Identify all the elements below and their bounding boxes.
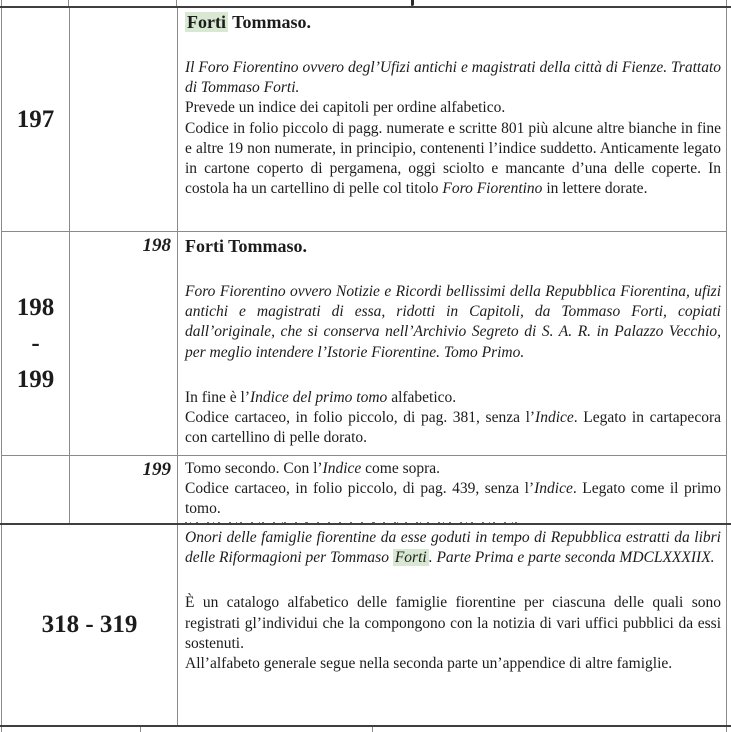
text-segment: È un catalogo alfabetico delle famiglie fiorentine per ciascuna delle quali sono registrati gl’individui che la compongono con la notizia di vari uffici pubblici da essi sostenuti.: [185, 594, 721, 652]
text-segment: . Parte Prima e parte seconda MDCLXXXIIX.: [428, 549, 715, 567]
text-segment: in lettere dorate.: [542, 180, 648, 198]
entry-paragraph: [185, 459, 721, 479]
text-segment: . Legato in cartapecora con cartellino di pelle dorato.: [185, 409, 721, 447]
catalog-row-4: [1, 525, 727, 725]
search-highlight: Forti: [187, 12, 226, 32]
catalog-row-3: [1, 456, 727, 523]
clipped-text-fragment: [185, 522, 520, 523]
page-ref: 198: [16, 293, 55, 321]
blank-line: [185, 363, 721, 388]
entry-paragraph: [185, 282, 721, 363]
entry-text-cell: [178, 525, 726, 725]
text-segment: Indice del primo tomo: [249, 388, 388, 406]
sub-ref-cell: [70, 232, 178, 455]
text-segment: Foro Fiorentino: [442, 180, 543, 198]
text-segment: Foro Fiorentino ovvero Notizie e Ricordi bellissimi della Repubblica Fiorentina, ufizi antichi e magistrati di essa, ridotti in Capitoli, da Tommaso Forti, copiati dall’originale, che si conserva nell’Archivio Segreto di S. A. R. in Palazzo Vecchio, per meglio intendere l’Istorie Fiorentine. Tomo Primo.: [185, 283, 721, 361]
sub-page-ref: 199: [142, 459, 171, 480]
sub-ref-cell: [70, 8, 178, 231]
text-segment: Codice cartaceo, in folio piccolo, di pag. 439, senza l’: [185, 480, 535, 498]
entry-text-cell: [178, 232, 726, 455]
section-border-bottom: [0, 725, 731, 727]
catalog-row-2: [1, 232, 727, 455]
text-segment: Codice in folio piccolo di pagg. numerate e scritte 801 più alcune altre bianche in fine e altre 19 non numerate, in principio, contenenti l’indice suddetto. Anticamente legato in cartone coperto di pergamena, oggi sciolto e mancante d’una delle coperte. In costola ha un cartellino di pelle col titolo: [185, 119, 721, 198]
page-ref: -: [31, 329, 40, 357]
grid-line: [1, 727, 2, 732]
blank-line: [185, 33, 721, 58]
entry-paragraph: [185, 479, 721, 519]
entry-paragraph: [185, 98, 721, 118]
text-segment: All’alfabeto generale segue nella seconda parte un’appendice di altre famiglie.: [185, 655, 673, 673]
entry-paragraph: [185, 408, 721, 448]
entry-paragraph: [185, 119, 721, 200]
entry-text-cell: [178, 8, 726, 231]
page-ref: 318 - 319: [41, 611, 138, 638]
page-ref-cell: [2, 8, 70, 231]
page-ref-cell: [2, 456, 70, 523]
text-segment: Indice: [322, 460, 362, 477]
text-segment: Tommaso.: [227, 12, 312, 32]
text-segment: Il Foro Fiorentino ovvero degl’Ufizi antichi e magistrati della città di Fienze. Trattato di Tommaso Forti.: [185, 59, 721, 97]
text-segment: Indice: [534, 480, 573, 498]
page-ref-cell: [2, 525, 178, 725]
sub-page-ref: 198: [142, 235, 171, 256]
page-ref: 197: [16, 105, 55, 133]
text-segment: come sopra.: [361, 460, 441, 477]
text-segment: In fine è l’: [185, 388, 250, 406]
entry-title: [185, 11, 721, 33]
entry-text-cell: [178, 456, 726, 523]
text-segment: Indice: [535, 409, 574, 427]
grid-line: [372, 727, 373, 732]
text-segment: alfabetico.: [387, 388, 457, 406]
catalog-row-1: [1, 8, 727, 231]
blank-line: [185, 257, 721, 282]
entry-paragraph: [185, 593, 721, 654]
entry-paragraph: [185, 388, 721, 408]
sub-ref-cell: [70, 456, 178, 523]
entry-paragraph: [185, 58, 721, 98]
page-ref: 199: [16, 365, 55, 393]
grid-line: [726, 727, 727, 732]
blank-line: [185, 568, 721, 593]
text-segment: Prevede un indice dei capitoli per ordine alfabetico.: [185, 99, 506, 117]
entry-paragraph: [185, 654, 721, 674]
search-highlight: Forti: [394, 549, 427, 567]
text-segment: Tomo secondo. Con l’: [185, 460, 323, 477]
entry-paragraph: [185, 528, 721, 568]
text-segment: Codice cartaceo, in folio piccolo, di pag. 381, senza l’: [185, 409, 536, 427]
entry-title: [185, 235, 721, 257]
text-segment: Forti Tommaso.: [185, 236, 308, 256]
grid-line: [140, 727, 141, 732]
text-segment: Onori delle famiglie fiorentine da esse goduti in tempo di Repubblica estratti da libri delle Riformagioni per Tommaso: [185, 529, 721, 567]
text-segment: . Legato come il primo tomo.: [185, 480, 721, 518]
page-ref-cell: [2, 232, 70, 455]
